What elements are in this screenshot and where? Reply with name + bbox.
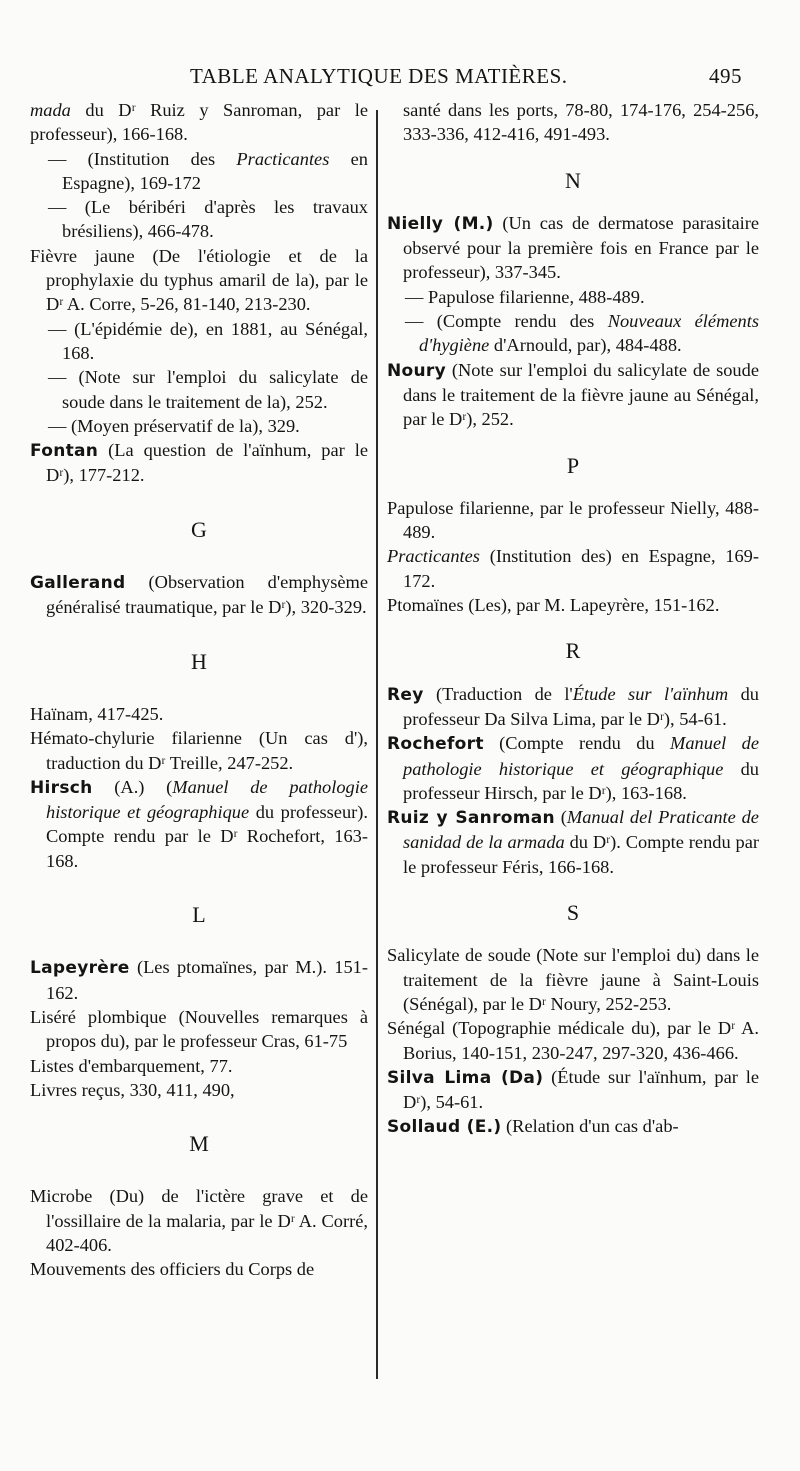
- index-entry: Lapeyrère (Les ptomaïnes, par M.). 151-162.: [30, 957, 368, 1003]
- index-entry: Hémato-chylurie filarienne (Un cas d'), traduction du Dʳ Treille, 247-252.: [30, 728, 368, 773]
- index-subentry: — (Le béribéri d'après les travaux brésiliens), 466-478.: [48, 197, 368, 242]
- section-letter-m: M: [189, 1131, 209, 1157]
- section-letter-l: L: [192, 902, 206, 928]
- index-subentry: — (Institution des Practicantes en Espagne), 169-172: [48, 148, 368, 193]
- index-entry: Sénégal (Topographie médicale du), par le Dʳ A. Borius, 140-151, 230-247, 297-320, 436-466.: [387, 1018, 759, 1063]
- index-entry: Listes d'embarquement, 77.: [30, 1055, 233, 1076]
- index-entry: Salicylate de soude (Note sur l'emploi du) dans le traitement de la fièvre jaune à Saint-Louis (Sénégal), par le Dʳ Noury, 252-253.: [387, 945, 759, 1014]
- index-entry: Hirsch (A.) (Manuel de pathologie historique et géographique du professeur). Compte rendu par le Dʳ Rochefort, 163-168.: [30, 776, 368, 871]
- index-subentry: — (Note sur l'emploi du salicylate de soude dans le traitement de la), 252.: [48, 367, 368, 412]
- section-letter-h: H: [191, 648, 207, 674]
- index-entry: Silva Lima (Da) (Étude sur l'aïnhum, par le Dʳ), 54-61.: [387, 1066, 759, 1113]
- header-title: TABLE ANALYTIQUE DES MATIÈRES.: [190, 64, 568, 88]
- index-entry: Gallerand (Observation d'emphysème généralisé traumatique, par le Dʳ), 320-329.: [30, 572, 368, 618]
- index-entry: Microbe (Du) de l'ictère grave et de l'ossillaire de la malaria, par le Dʳ A. Corré, 402-406.: [30, 1186, 368, 1255]
- section-letter-n: N: [565, 167, 581, 193]
- index-entry: Ruiz y Sanroman (Manual del Praticante de sanidad de la armada du Dʳ). Compte rendu par le professeur Féris, 166-168.: [387, 807, 760, 877]
- index-entry: Nielly (M.) (Un cas de dermatose parasitaire observé pour la première fois en France par le professeur), 337-345.: [387, 212, 760, 283]
- index-subentry: — (Moyen préservatif de la), 329.: [48, 415, 300, 436]
- index-entry: Ptomaïnes (Les), par M. Lapeyrère, 151-162.: [387, 595, 720, 616]
- running-header: [150, 64, 752, 94]
- section-letter-g: G: [191, 516, 207, 542]
- index-entry: Haïnam, 417-425.: [30, 703, 164, 724]
- index-entry: Livres reçus, 330, 411, 490,: [30, 1079, 235, 1100]
- index-entry: Fontan (La question de l'aïnhum, par le Dʳ), 177-212.: [30, 440, 368, 486]
- index-entry: Rey (Traduction de l'Étude sur l'aïnhum du professeur Da Silva Lima, par le Dʳ), 54-61.: [387, 683, 759, 729]
- index-entry: santé dans les ports, 78-80, 174-176, 254-256, 333-336, 412-416, 491-493.: [403, 100, 759, 145]
- index-subentry: — (Compte rendu des Nouveaux éléments d'hygiène d'Arnould, par), 484-488.: [405, 311, 759, 356]
- section-letter-r: R: [565, 638, 581, 664]
- section-letter-p: P: [566, 452, 580, 478]
- page-number: 495: [709, 64, 742, 88]
- index-entry: Mouvements des officiers du Corps de: [30, 1259, 315, 1280]
- left-column: [30, 98, 368, 1451]
- index-entry: mada du Dʳ Ruiz y Sanroman, par le professeur), 166-168.: [30, 100, 368, 145]
- index-subentry: — (L'épidémie de), en 1881, au Sénégal, 168.: [48, 318, 368, 363]
- index-entry: Rochefort (Compte rendu du Manuel de pathologie historique et géographique du professeur Hirsch, par le Dʳ), 163-168.: [387, 733, 759, 803]
- index-subentry: — Papulose filarienne, 488-489.: [405, 286, 645, 307]
- index-entry: Noury (Note sur l'emploi du salicylate de soude dans le traitement de la fièvre jaune au Sénégal, par le Dʳ), 252.: [387, 359, 759, 430]
- index-entry: Practicantes (Institution des) en Espagne, 169-172.: [387, 546, 759, 591]
- index-entry: Fièvre jaune (De l'étiologie et de la prophylaxie du typhus amaril de la), par le Dʳ A. Corre, 5-26, 81-140, 213-230.: [30, 245, 368, 315]
- right-column: [387, 98, 759, 1451]
- index-entry: Sollaud (E.) (Relation d'un cas d'ab-: [387, 1116, 679, 1138]
- index-entry: Liséré plombique (Nouvelles remarques à propos du), par le professeur Cras, 61-75: [30, 1006, 368, 1052]
- index-entry: Papulose filarienne, par le professeur Nielly, 488-489.: [387, 497, 759, 543]
- column-divider: [376, 110, 378, 1379]
- section-letter-s: S: [566, 900, 580, 926]
